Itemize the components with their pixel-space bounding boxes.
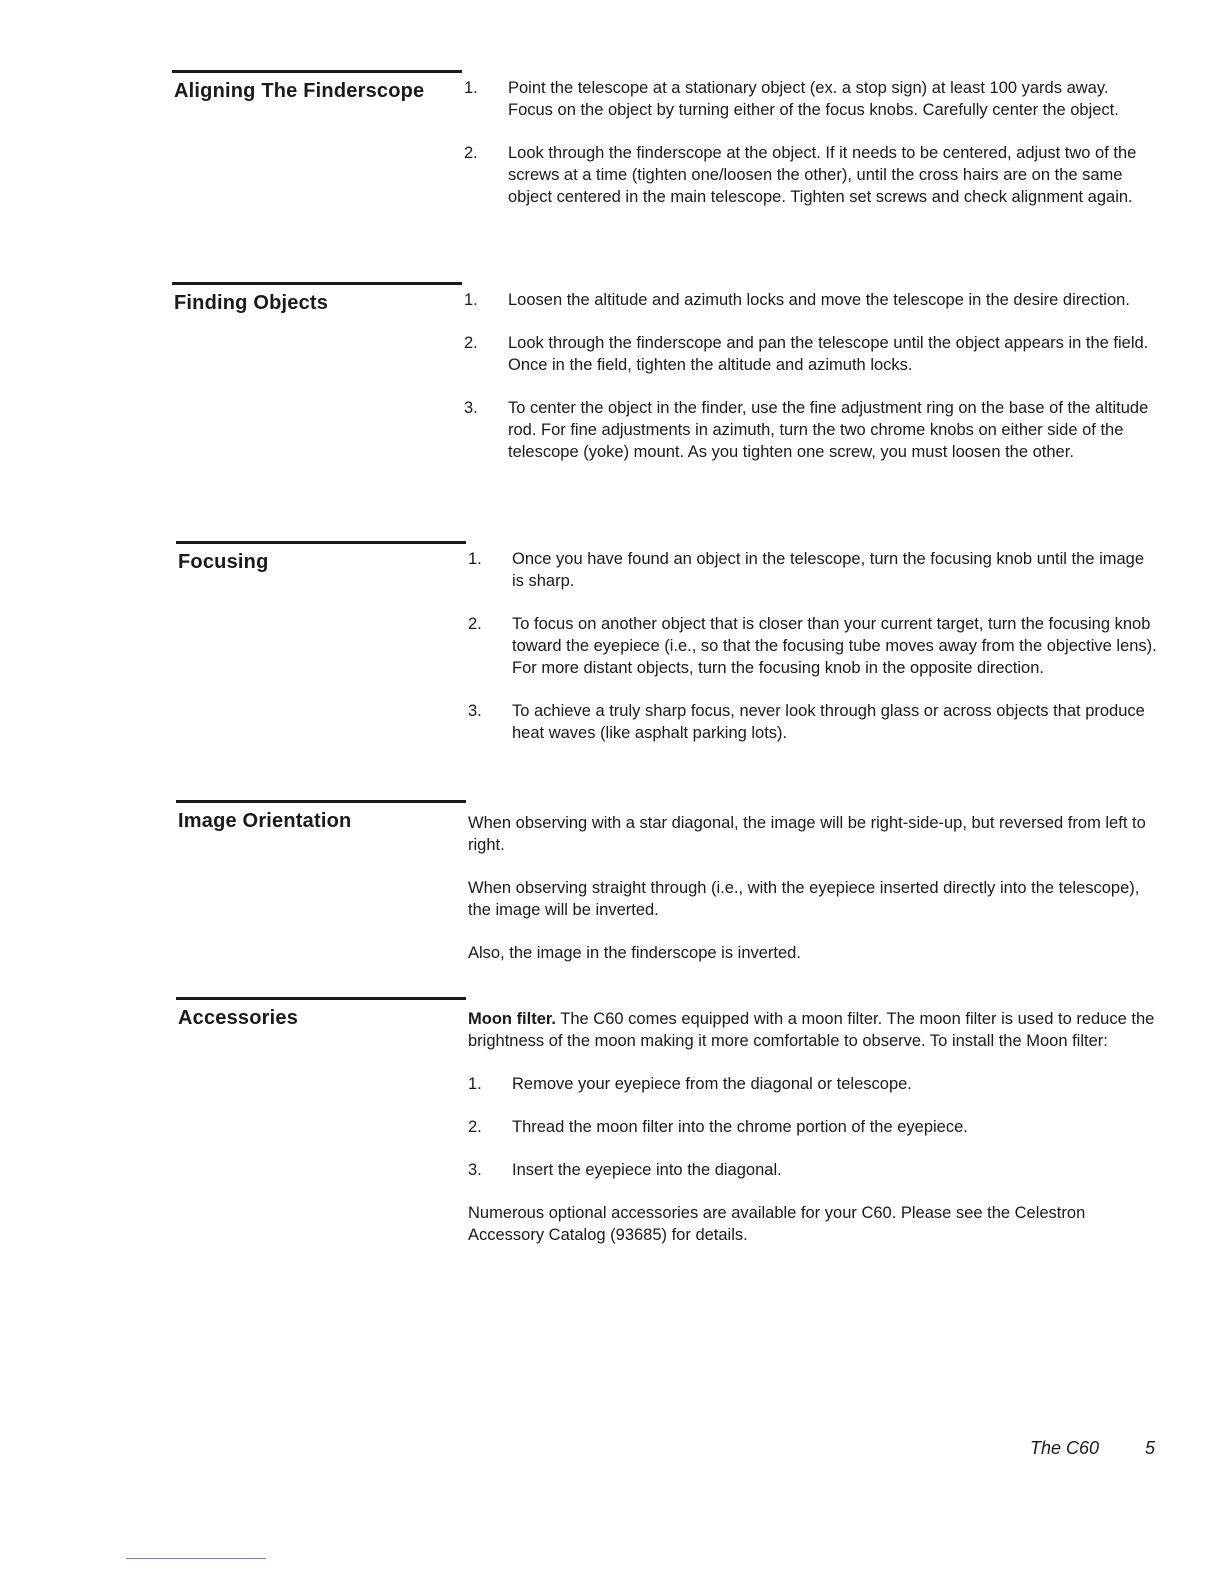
- step-text: To focus on another object that is closer than your current target, turn the focusing knob toward the eyepiece (i.e., so that the focusing tube moves away from the objective lens). For more distant objects, turn the focusing knob in the opposite direction.: [512, 615, 1157, 677]
- paragraph: Numerous optional accessories are available for your C60. Please see the Celestron Accessory Catalog (93685) for details.: [468, 1204, 1086, 1244]
- step-text: Point the telescope at a stationary object (ex. a stop sign) at least 100 yards away. Focus on the object by turning either of the focus knobs. Carefully center the object.: [508, 79, 1119, 119]
- lead-text: The C60 comes equipped with a moon filter. The moon filter is used to reduce the brightness of the moon making it more comfortable to observe. To install the Moon filter:: [468, 1010, 1155, 1050]
- section-heading: Image Orientation: [178, 810, 352, 832]
- scan-artifact-line: [126, 1558, 266, 1559]
- step-number: 1.: [464, 79, 478, 97]
- step-number: 3.: [468, 1161, 482, 1179]
- step-number: 2.: [468, 615, 482, 633]
- step-number: 3.: [464, 399, 478, 417]
- step-number: 2.: [468, 1118, 482, 1136]
- step-text: Once you have found an object in the telescope, turn the focusing knob until the image is sharp.: [512, 550, 1145, 590]
- paragraph: When observing straight through (i.e., with the eyepiece inserted directly into the telescope), the image will be inverted.: [468, 879, 1140, 919]
- section-heading: Finding Objects: [174, 292, 329, 314]
- step-number: 2.: [464, 334, 478, 352]
- step-text: Remove your eyepiece from the diagonal or telescope.: [512, 1075, 912, 1093]
- section-body: [468, 812, 1160, 985]
- list-item: [468, 1116, 1160, 1138]
- step-text: Look through the finderscope at the object. If it needs to be centered, adjust two of the screws at a time (tighten one/loosen the other), until the cross hairs are on the same object centered in the main telescope. Tighten set screws and check alignment again.: [508, 144, 1137, 206]
- list-item: [468, 613, 1160, 679]
- step-number: 1.: [468, 550, 482, 568]
- section-body: [464, 289, 1156, 484]
- section-rule: [176, 800, 466, 803]
- step-number: 1.: [464, 291, 478, 309]
- paragraph: Also, the image in the finderscope is inverted.: [468, 944, 801, 962]
- section-rule: [172, 282, 462, 285]
- step-number: 1.: [468, 1075, 482, 1093]
- list-item: [464, 289, 1156, 311]
- list-item: [464, 397, 1156, 463]
- step-number: 3.: [468, 702, 482, 720]
- step-text: Thread the moon filter into the chrome portion of the eyepiece.: [512, 1118, 968, 1136]
- section-body: [468, 548, 1160, 765]
- list-item: [464, 142, 1156, 208]
- section-rule: [172, 70, 462, 73]
- step-text: To achieve a truly sharp focus, never look through glass or across objects that produce heat waves (like asphalt parking lots).: [512, 702, 1145, 742]
- page-number: 5: [1145, 1438, 1156, 1458]
- section-body: [468, 1008, 1160, 1267]
- step-text: Look through the finderscope and pan the telescope until the object appears in the field. Once in the field, tighten the altitude and azimuth locks.: [508, 334, 1149, 374]
- footer-title: The C60: [1030, 1438, 1100, 1458]
- step-number: 2.: [464, 144, 478, 162]
- paragraph: When observing with a star diagonal, the image will be right-side-up, but reversed from left to right.: [468, 814, 1146, 854]
- section-rule: [176, 997, 466, 1000]
- list-item: [468, 548, 1160, 592]
- list-item: [468, 1159, 1160, 1181]
- step-text: Loosen the altitude and azimuth locks and move the telescope in the desire direction.: [508, 291, 1130, 309]
- section-rule: [176, 541, 466, 544]
- step-text: To center the object in the finder, use the fine adjustment ring on the base of the altitude rod. For fine adjustments in azimuth, turn the two chrome knobs on either side of the telescope (yoke) mount. As you tighten one screw, you must loosen the other.: [508, 399, 1149, 461]
- section-body: [464, 77, 1156, 229]
- list-item: [468, 1073, 1160, 1095]
- list-item: [464, 332, 1156, 376]
- list-item: [464, 77, 1156, 121]
- section-heading: Focusing: [178, 551, 269, 573]
- step-text: Insert the eyepiece into the diagonal.: [512, 1161, 782, 1179]
- paragraph: [468, 1008, 1160, 1052]
- section-heading: Aligning The Finderscope: [174, 80, 425, 102]
- lead-bold-text: Moon filter.: [468, 1010, 556, 1028]
- section-heading: Accessories: [178, 1007, 299, 1029]
- list-item: [468, 700, 1160, 744]
